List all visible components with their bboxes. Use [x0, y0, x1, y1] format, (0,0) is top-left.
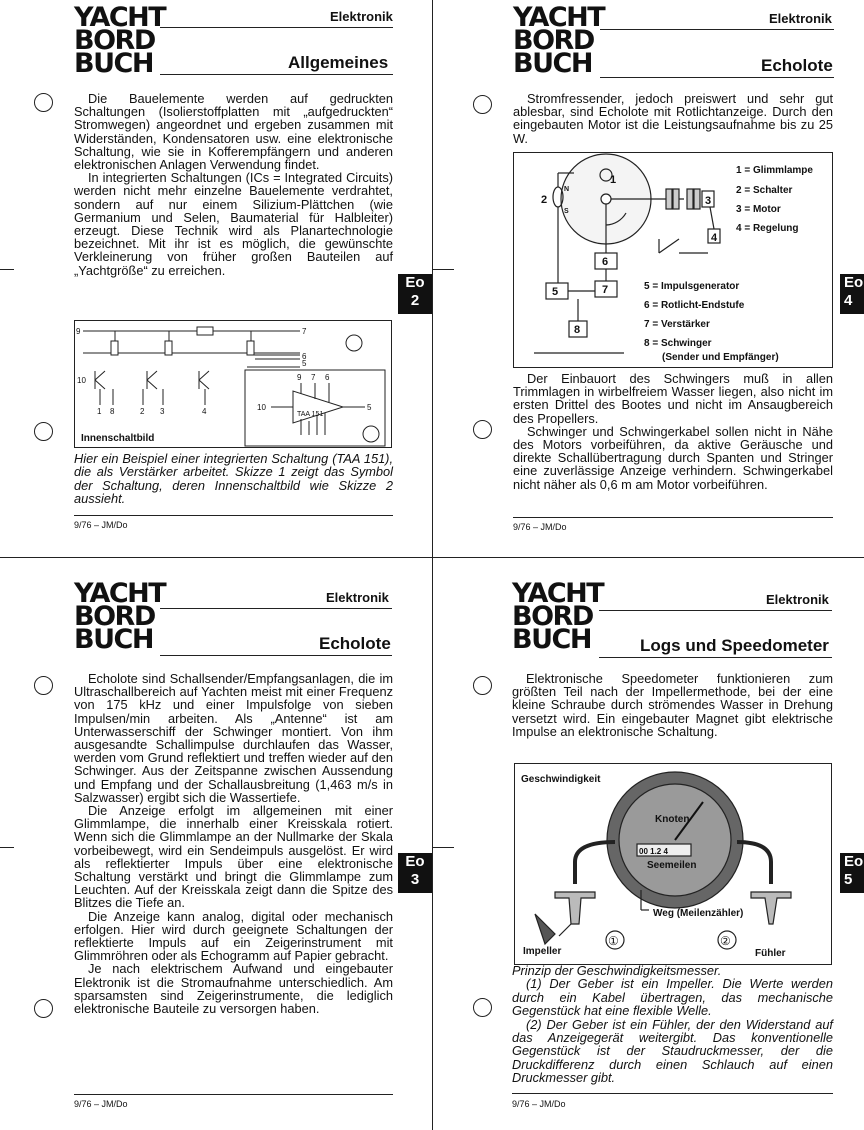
pin-label: 6: [325, 373, 330, 382]
page-echolote-4: [433, 0, 864, 557]
diagram-number: 4: [711, 232, 718, 244]
title-rule: [599, 657, 832, 658]
page-title: Echolote: [761, 56, 833, 75]
brand-logo: YACHT BORD BUCH: [513, 2, 605, 79]
pin-label: 7: [311, 373, 316, 382]
footer-rule: [74, 515, 393, 516]
title-rule: [160, 74, 393, 75]
intro-text: Stromfressender, jedoch preiswert und sehr gut ablesbar, sind Echolote mit Rotlichtanzeige. Durch den eingebauten Motor ist die Leistungsaufnahme bis zu 25 W.: [513, 91, 833, 146]
pin-label: 7: [302, 327, 307, 336]
diagram-number: 2: [541, 194, 548, 206]
figure-caption: Prinzip der Geschwindigkeitsmesser. (1) Der Geber ist ein Impeller. Die Werte werden durch ein Kabel übertragen, das mechanische Gegenstück hat eine flexible Welle. (2) Der Geber ist ein Fühler, der den Widerstand auf das Anzeigegerät weitergibt. Das konventionelle Gegenstück ist der Staudruckmesser, der die Druckdifferenz durch einen Schlauch auf einen Druckmesser gibt.: [512, 963, 833, 1086]
header-rule: [600, 29, 834, 30]
diagram-number: 1: [610, 174, 617, 186]
body-text: Die Bauelemente werden auf gedruckten Schaltungen (Isolierstoffplatten mit „aufgedruckten“ Stromwegen) angeordnet und ergeben zusammen mit Widerständen, Kondensatoren usw. eine elektronische Schaltung, wie sie in Kofferempfängern und anderen elektronischen Anlagen Verwendung findet. In integrierten Schaltungen (ICs = Integrated Circuits) werden nicht mehr einzelne Bauelemente verdrahtet, sondern auf nur einem Silizium-Plättchen (wie Germanium und Selen, Baumaterial für Halbleiter) erzeugt. Diese Technik wird als Planartechnologie bezeichnet. Mit ihr ist es möglich, die gewünschte Verkleinerung von früher großen Bauteilen auf „Yachtgröße“ zu erreichen.: [74, 91, 393, 278]
diagram-number: 7: [602, 284, 609, 296]
diagram-number: 6: [602, 256, 609, 268]
pin-label: 6: [302, 352, 307, 361]
punch-hole: [473, 998, 492, 1017]
title-rule: [160, 655, 392, 656]
pin-label: 4: [202, 407, 207, 416]
circuit-diagram: [75, 321, 391, 447]
pin-label: 1: [97, 407, 102, 416]
footer-rule: [74, 1094, 393, 1095]
figure-label: Weg (Meilenzähler): [653, 908, 744, 919]
chip-label: TAA 151: [297, 411, 324, 418]
echo-sounder-schematic: [514, 153, 832, 367]
page-title: Allgemeines: [288, 53, 389, 72]
pin-label: 9: [76, 327, 81, 336]
figure-label: Fühler: [755, 948, 786, 959]
legend-item: (Sender und Empfänger): [662, 352, 779, 363]
body-text: Der Einbauort des Schwingers muß in allen Trimmlagen in wirbelfreiem Wasser liegen, also nicht im ersten Drittel des Bootes und nicht im Ansaugbereich des Propellers. Schwinger und Schwingerkabel sollen nicht in Nähe des Motors vorbeiführen, da aktive Geräusche und direkte Schallübertragung durch Spanten und Stringer eine zuverlässige Anzeige verhindern. Schwingerkabel nicht näher als 0,6 m am Motor vorbeiführen.: [513, 371, 833, 492]
legend-item: 7 = Verstärker: [644, 319, 710, 330]
page-allgemeines: [0, 0, 432, 557]
punch-hole: [34, 999, 53, 1018]
brand-logo: YACHT BORD BUCH: [512, 578, 604, 655]
punch-hole: [473, 420, 492, 439]
pin-label: 5: [302, 359, 307, 368]
pin-label: 8: [110, 407, 115, 416]
section-tab: Eo 2: [398, 274, 432, 314]
echo-sounder-diagram: [513, 152, 833, 368]
figure-label: Impeller: [523, 946, 562, 957]
legend-item: 5 = Impulsgenerator: [644, 281, 740, 292]
footer-code: 9/76 – JM/Do: [74, 520, 128, 530]
pin-label: 2: [140, 407, 145, 416]
legend-item: 1 = Glimmlampe: [736, 165, 813, 176]
category-label: Elektronik: [330, 9, 393, 24]
section-tab: Eo 3: [398, 853, 432, 893]
legend-item: 4 = Regelung: [736, 223, 799, 234]
speedometer-illustration: [515, 764, 831, 964]
category-label: Elektronik: [766, 592, 829, 607]
circuit-figure: [74, 320, 392, 448]
pin-label: 9: [297, 373, 302, 382]
header-rule: [599, 610, 832, 611]
pole-label: N: [564, 186, 570, 193]
pole-label: S: [564, 208, 569, 215]
pin-label: 10: [257, 403, 266, 412]
pin-label: 3: [160, 407, 165, 416]
section-tab: Eo 5: [840, 853, 864, 893]
legend-item: 3 = Motor: [736, 204, 781, 215]
figure-label: Geschwindigkeit: [521, 774, 601, 785]
body-text: Echolote sind Schallsender/Empfangsanlagen, die im Ultraschallbereich auf Yachten meist mit einer Frequenz von 175 kHz und einer Impulsfolge von sieben Impulsen/min arbeiten. Als „Antenne“ ist am Unterwasserschiff der Schwinger montiert. Von ihm ausgesandte Schallimpulse durchlaufen das Wasser, werden vom Grund reflektiert und treffen wieder auf den Schwinger. Aus der Zeitspanne zwischen Aussendung und Empfang und der Schallausbreitung (1,463 m/s in Salzwasser) ergibt sich die Wassertiefe. Die Anzeige erfolgt im allgemeinen mit einer Glimmlampe, die innerhalb einer Kreisskala rotiert. Wenn sich die Glimmlampe an der Nullmarke der Skala vorbeibewegt, wird ein Sendeimpuls ausgelöst. Er wird als reflektierter Impuls über eine elektronische Schaltung verstärkt und bringt die Glimmlampe zum Leuchten. Auf der Kreisskala zeigt dann die Spitze des Blitzes die Tiefe an. Die Anzeige kann analog, digital oder mechanisch erfolgen. Hier wird durch geeignete Schaltungen der reflektierte Impuls auf ein Zeigerinstrument mit Glimmröhren oder als Echogramm auf Papier gebracht. Je nach elektrischem Aufwand und eingebauter Elektronik ist die Stromaufnahme unterschiedlich. Am sparsamsten sind Zeigerinstrumente, die lediglich elektronische Bauteile zu versorgen haben.: [74, 671, 393, 1017]
footer-code: 9/76 – JM/Do: [74, 1099, 128, 1109]
legend-item: 6 = Rotlicht-Endstufe: [644, 300, 745, 311]
pin-label: 5: [367, 403, 372, 412]
brand-logo: YACHT BORD BUCH: [74, 2, 166, 79]
diagram-number: 5: [552, 286, 559, 298]
pin-label: 10: [77, 376, 86, 385]
legend-item: 8 = Schwinger: [644, 338, 712, 349]
punch-hole: [34, 676, 53, 695]
title-rule: [600, 77, 834, 78]
brand-logo: YACHT BORD BUCH: [74, 578, 166, 655]
figure-number: ②: [720, 934, 731, 948]
page-title: Echolote: [319, 634, 391, 653]
punch-hole: [473, 95, 492, 114]
punch-hole: [473, 676, 492, 695]
category-label: Elektronik: [326, 590, 389, 605]
figure-number: ①: [608, 934, 619, 948]
figure-label: Innenschaltbild: [81, 433, 155, 444]
diagram-number: 3: [705, 195, 712, 207]
page-echolote-3: [0, 558, 432, 1130]
section-tab: Eo 4: [840, 274, 864, 314]
footer-rule: [513, 517, 833, 518]
category-label: Elektronik: [769, 11, 832, 26]
page-title: Logs und Speedometer: [640, 636, 829, 655]
header-rule: [160, 27, 393, 28]
punch-hole: [34, 422, 53, 441]
dial-label: Seemeilen: [647, 860, 697, 871]
intro-text: Elektronische Speedometer funktionieren zum größten Teil nach der Impellermethode, bei der eine kleine Schraube durch strömendes Wasser in Drehung versetzt wird. Ein eingebauter Magnet gibt elektrische Impulse an elektronische Schaltung.: [512, 671, 833, 739]
odometer-label: 00 1.2 4: [639, 847, 668, 856]
diagram-number: 8: [574, 324, 581, 336]
dial-label: Knoten: [655, 814, 690, 825]
page-logs-speedometer: [433, 558, 864, 1130]
footer-code: 9/76 – JM/Do: [513, 522, 567, 532]
punch-hole: [34, 93, 53, 112]
footer-code: 9/76 – JM/Do: [512, 1099, 566, 1109]
footer-rule: [512, 1093, 833, 1094]
legend-item: 2 = Schalter: [736, 185, 793, 196]
header-rule: [160, 608, 392, 609]
speedometer-figure: [514, 763, 832, 965]
figure-caption: Hier ein Beispiel einer integrierten Schaltung (TAA 151), die als Verstärker arbeitet. Skizze 1 zeigt das Symbol der Schaltung, deren Innenschaltbild wie Skizze 2 aussieht.: [74, 451, 393, 507]
